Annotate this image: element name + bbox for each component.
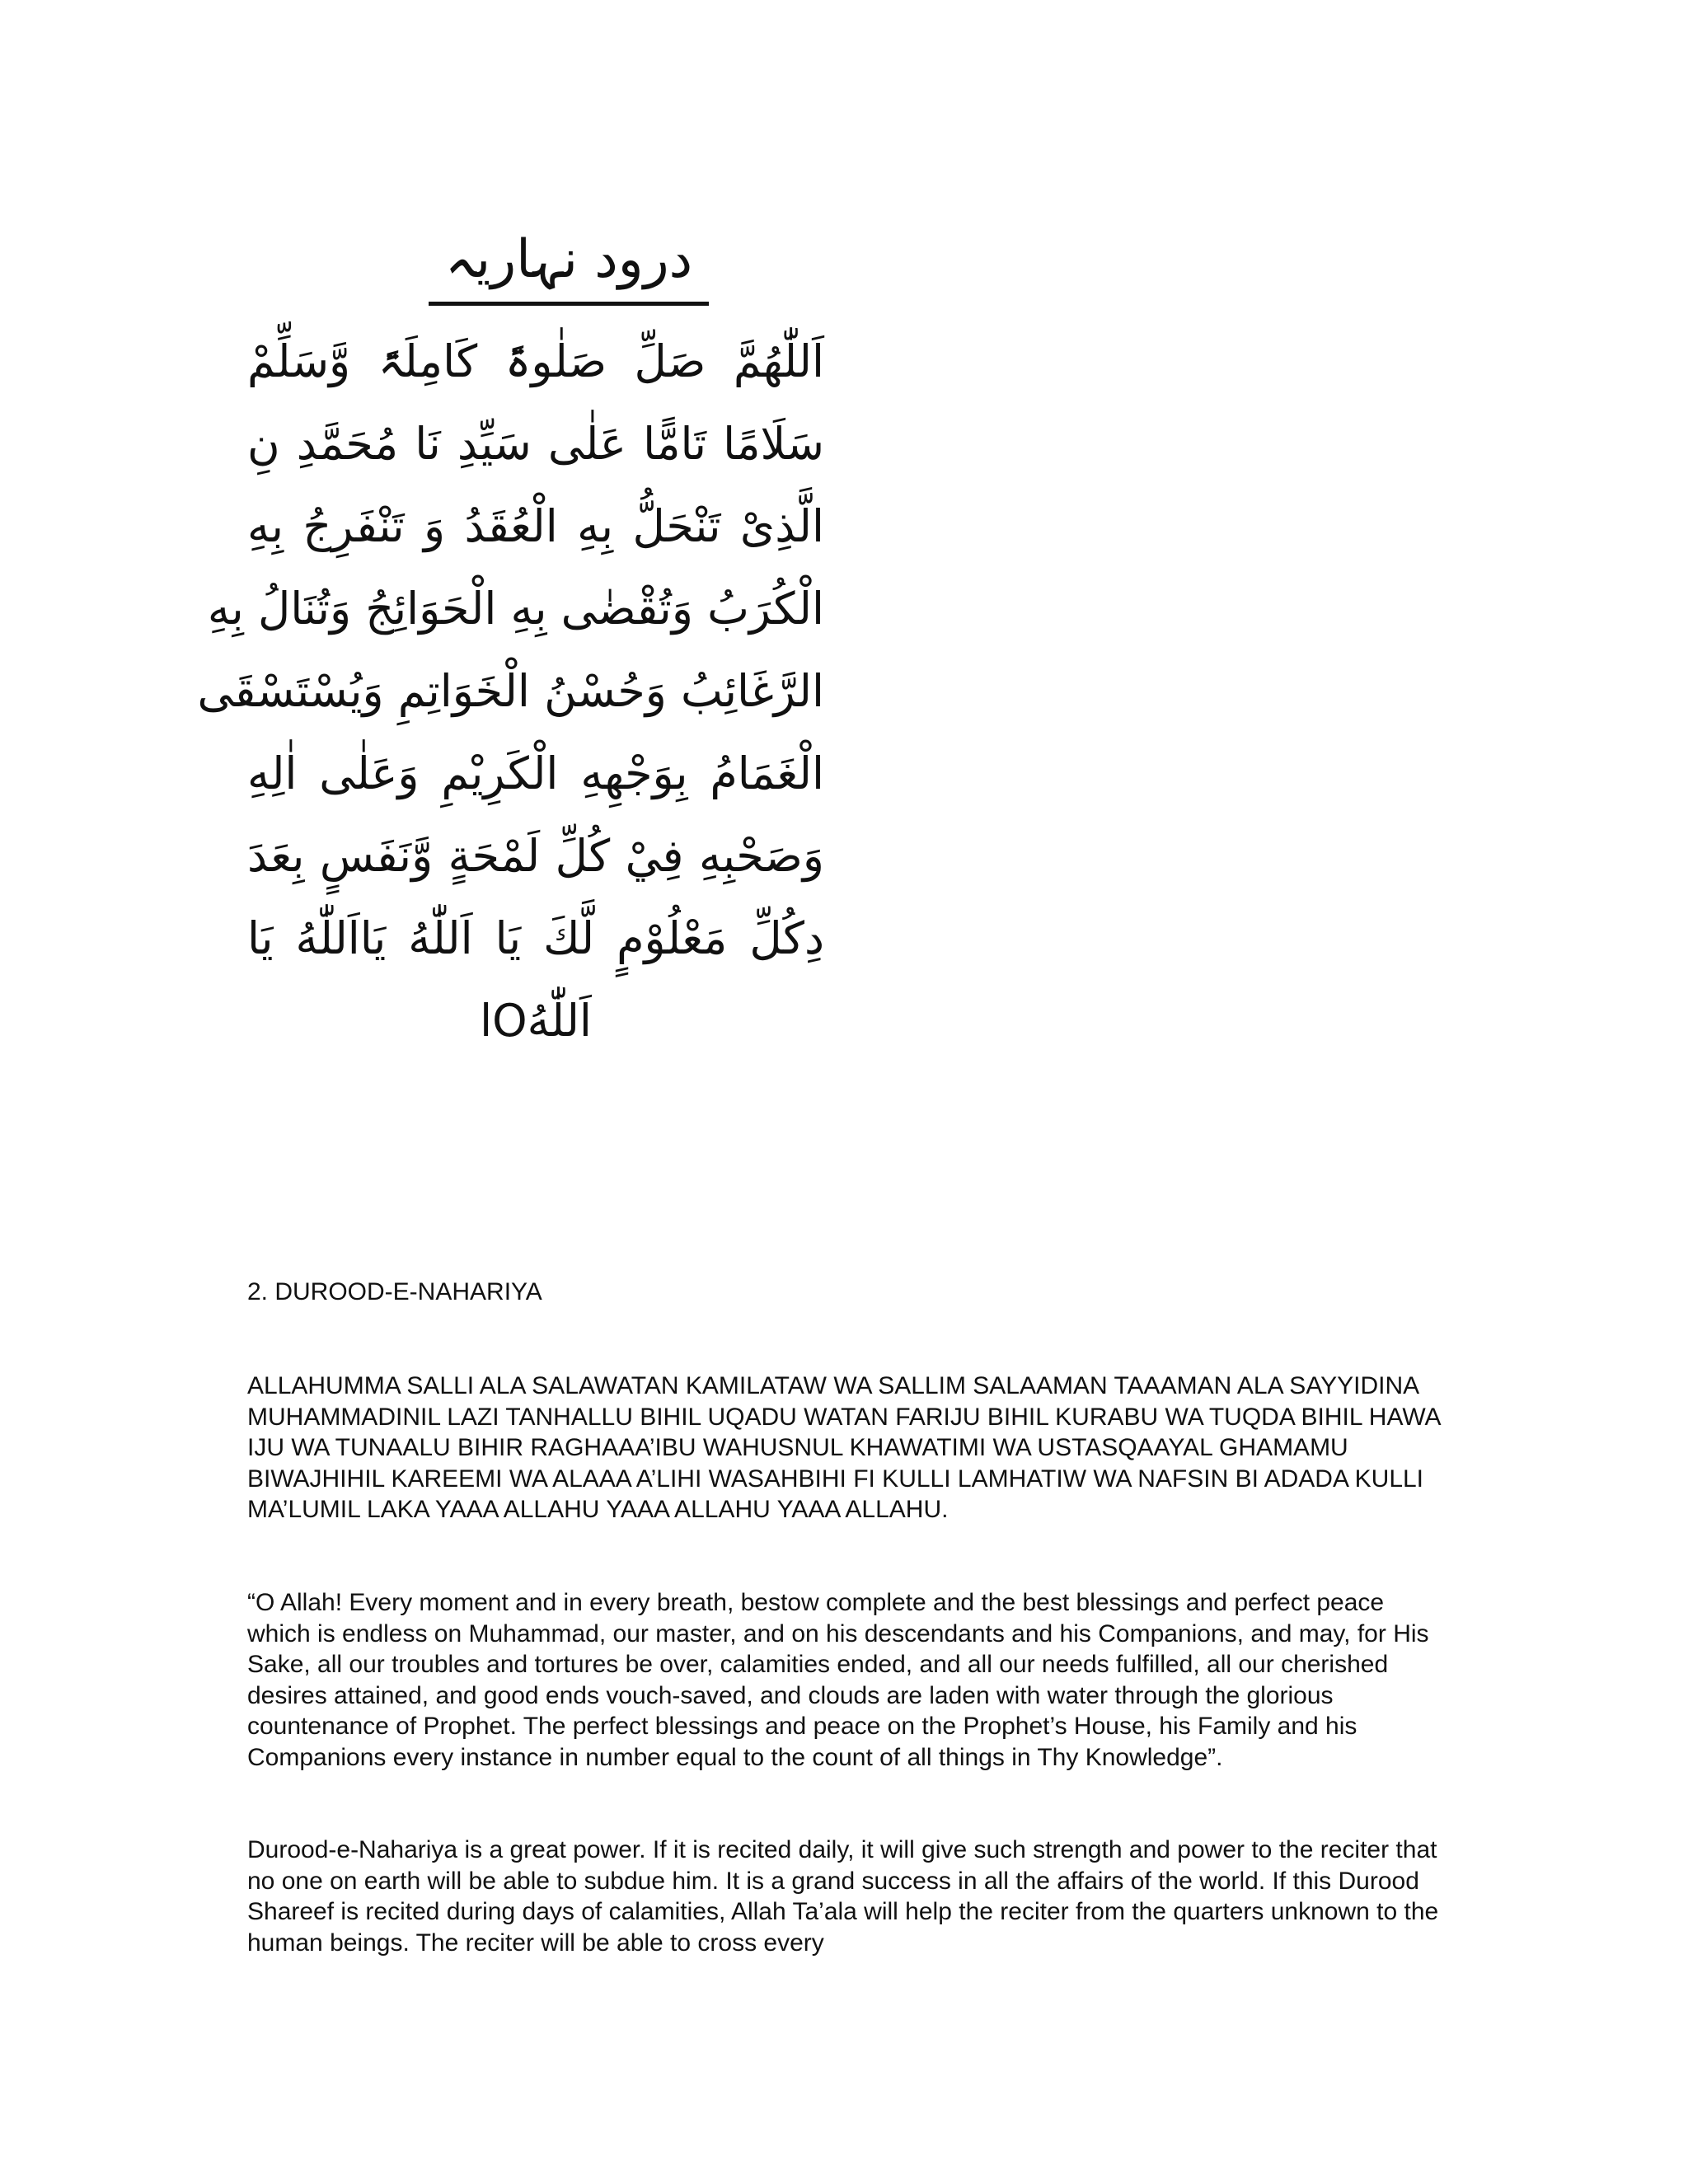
arabic-line: وَصَحْبِهِ فِيْ كُلِّ لَمْحَةٍ وَّنَفَسٍ بِعَدَ bbox=[247, 830, 824, 882]
arabic-line: الْغَمَامُ بِوَجْهِهِ الْكَرِيْمِ وَعَلٰى اٰلِهِ bbox=[247, 748, 824, 799]
arabic-line: الْكُرَبُ وَتُقْضٰى بِهِ الْحَوَائِجُ وَتُنَالُ بِهِ bbox=[207, 583, 824, 635]
arabic-line: الرَّغَائِبُ وَحُسْنُ الْخَوَاتِمِ وَيُسْتَسْقَى bbox=[197, 665, 824, 717]
arabic-title: درود نہاریہ bbox=[429, 223, 709, 306]
virtues-paragraph: Durood-e-Nahariya is a great power. If it is recited daily, it will give such strength and power to the reciter that no one on earth will be able to subdue him. It is a grand success in all the affairs of the world. If this Durood Shareef is recited during days of calamities, Allah Ta’ala will help the reciter from the quarters unknown to the human beings. The reciter will be able to cross every bbox=[247, 1836, 1439, 1957]
arabic-line: دِكُلِّ مَعْلُوْمٍ لَّكَ يَا اَللّٰهُ يَااَللّٰهُ يَا bbox=[247, 912, 824, 964]
section-heading: 2. DUROOD-E-NAHARIYA bbox=[247, 1278, 542, 1305]
arabic-line: الَّذِیْ تَنْحَلُّ بِهِ الْعُقَدُ وَ تَنْفَرِجُ بِهِ bbox=[247, 500, 824, 552]
arabic-verse bbox=[197, 321, 824, 1062]
transliteration-paragraph: ALLAHUMMA SALLI ALA SALAWATAN KAMILATAW WA SALLIM SALAAMAN TAAAMAN ALA SAYYIDINA MUHAMMADINIL LAZI TANHALLU BIHIL UQADU WATAN FARIJU BIHIL KURABU WA TUQDA BIHIL HAWA IJU WA TUNAALU BIHIR RAGHAAA’IBU WAHUSNUL KHAWATIMI WA USTASQAAYAL GHAMAMU BIWAJHIHIL KAREEMI WA ALAAA A’LIHI WASAHBIHI FI KULLI LAMHATIW WA NAFSIN BI ADADA KULLI MA’LUMIL LAKA YAAA ALLAHU YAAA ALLAHU YAAA ALLAHU. bbox=[247, 1372, 1440, 1523]
arabic-line: اَللّٰهُOا bbox=[480, 995, 592, 1047]
arabic-text-image bbox=[197, 223, 824, 1062]
arabic-line: سَلَامًا تَامًّا عَلٰی سَیِّدِ نَا مُحَمَّدِ نِ bbox=[247, 418, 824, 470]
translation-paragraph: “O Allah! Every moment and in every breath, bestow complete and the best blessings and perfect peace which is endless on Muhammad, our master, and on his descendants and his Companions, and may, for His Sake, all our troubles and tortures be over, calamities ended, and all our needs fulfilled, all our cherished desires attained, and good ends vouch-saved, and clouds are laden with water through the glorious countenance of Prophet. The perfect blessings and peace on the Prophet’s House, his Family and his Companions every instance in number equal to the count of all things in Thy Knowledge”. bbox=[247, 1589, 1429, 1771]
arabic-line: اَللّٰھُمَّ صَلِّ صَلٰوۃً کَامِلَۃً وَّسَلِّمْ bbox=[247, 335, 824, 387]
